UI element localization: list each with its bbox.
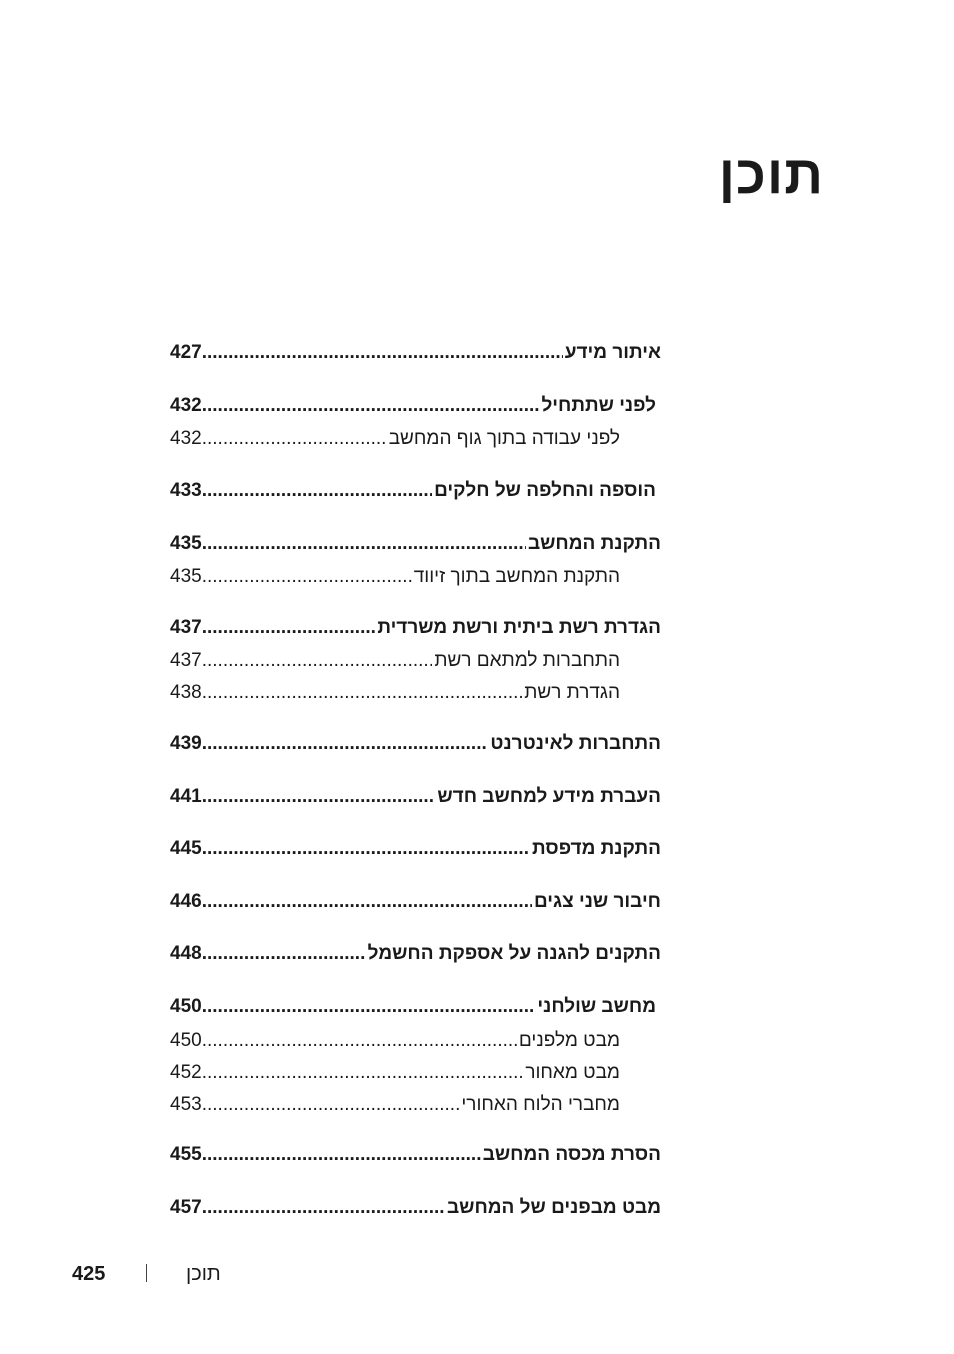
toc-entry[interactable] [170, 617, 661, 639]
toc-leader-dots [202, 566, 412, 588]
toc-entry[interactable] [170, 480, 656, 502]
toc-entry-title: הסרת מכסה המחשב [482, 1144, 661, 1165]
toc-subentry[interactable] [170, 428, 620, 450]
footer-page-number: 425 [72, 1263, 106, 1285]
page-title: תוכן [718, 145, 824, 205]
toc-entry-title: מחשב שולחני [537, 996, 656, 1017]
toc-entry[interactable] [170, 1197, 661, 1219]
toc-subentry[interactable] [170, 682, 620, 704]
toc-page-number: 427 [170, 342, 202, 363]
toc-page-number: 437 [170, 650, 202, 671]
toc-subentry[interactable] [170, 1030, 620, 1052]
toc-entry-title: לפני שתתחיל [541, 395, 656, 416]
toc-leader-dots [202, 996, 536, 1018]
toc-page-number: 438 [170, 682, 202, 703]
toc-entry-title: העברת מידע למחשב חדש [437, 786, 661, 807]
toc-leader-dots [202, 1062, 524, 1084]
toc-entry-title: מבט מלפנים [518, 1030, 620, 1051]
toc-entry-title: התקנת המחשב [527, 533, 661, 554]
toc-entry-title: איתור מידע [564, 342, 661, 363]
toc-leader-dots [202, 533, 526, 555]
toc-page-number: 448 [170, 943, 202, 964]
page-footer [0, 1262, 954, 1286]
toc-entry[interactable] [170, 996, 656, 1018]
toc-entry[interactable] [170, 733, 661, 755]
toc-leader-dots [202, 617, 376, 639]
toc-entry[interactable] [170, 838, 661, 860]
toc-leader-dots [202, 943, 366, 965]
toc-leader-dots [202, 733, 489, 755]
toc-entry-title: מחברי הלוח האחורי [461, 1094, 620, 1115]
toc-leader-dots [202, 838, 530, 860]
toc-entry-title: התקנת מדפסת [531, 838, 661, 859]
toc-leader-dots [202, 395, 540, 417]
toc-leader-dots [202, 1030, 517, 1052]
footer-section-title: תוכן [186, 1263, 221, 1285]
toc-page-number: 435 [170, 533, 202, 554]
toc-entry-title: הוספה והחלפה של חלקים [434, 480, 656, 501]
toc-entry[interactable] [170, 943, 661, 965]
toc-page-number: 452 [170, 1062, 202, 1083]
toc-entry-title: התחברות לאינטרנט [490, 733, 661, 754]
toc-entry-title: מבט מבפנים של המחשב [446, 1197, 661, 1218]
toc-page-number: 441 [170, 786, 202, 807]
toc-page-number: 455 [170, 1144, 202, 1165]
toc-entry-title: התקנים להגנה על אספקת החשמל [367, 943, 661, 964]
toc-leader-dots [202, 1094, 460, 1116]
toc-page-number: 439 [170, 733, 202, 754]
toc-entry-title: התקנת המחשב בתוך זיווד [413, 566, 620, 587]
toc-page-number: 450 [170, 996, 202, 1017]
toc-page-number: 457 [170, 1197, 202, 1218]
toc-page-number: 435 [170, 566, 202, 587]
toc-subentry[interactable] [170, 1062, 620, 1084]
footer-divider [146, 1264, 147, 1282]
toc-entry[interactable] [170, 891, 661, 913]
toc-leader-dots [202, 682, 523, 704]
toc-page-number: 453 [170, 1094, 202, 1115]
toc-leader-dots [202, 1197, 445, 1219]
toc-entry[interactable] [170, 1144, 661, 1166]
toc-leader-dots [202, 1144, 481, 1166]
toc-page-number: 433 [170, 480, 202, 501]
toc-leader-dots [202, 650, 433, 672]
toc-page-number: 432 [170, 395, 202, 416]
toc-entry[interactable] [170, 533, 661, 555]
toc-entry-title: הגדרת רשת [524, 682, 620, 703]
toc-page-number: 437 [170, 617, 202, 638]
toc-entry[interactable] [170, 342, 661, 364]
toc-page-number: 450 [170, 1030, 202, 1051]
toc-leader-dots [202, 428, 387, 450]
toc-entry-title: חיבור שני צגים [534, 891, 661, 912]
toc-page-number: 445 [170, 838, 202, 859]
toc-subentry[interactable] [170, 566, 620, 588]
toc-subentry[interactable] [170, 650, 620, 672]
toc-subentry[interactable] [170, 1094, 620, 1116]
toc-leader-dots [202, 342, 563, 364]
toc-entry-title: התחברות למתאם רשת [434, 650, 620, 671]
toc-page-number: 432 [170, 428, 202, 449]
toc-entry[interactable] [170, 786, 661, 808]
toc-page-number: 446 [170, 891, 202, 912]
toc-leader-dots [202, 891, 532, 913]
toc-entry-title: הגדרת רשת ביתית ורשת משרדית [377, 617, 661, 638]
toc-entry-title: מבט מאחור [525, 1062, 620, 1083]
toc-leader-dots [202, 786, 436, 808]
toc-leader-dots [202, 480, 432, 502]
toc-entry[interactable] [170, 395, 656, 417]
toc-entry-title: לפני עבודה בתוך גוף המחשב [388, 428, 620, 449]
